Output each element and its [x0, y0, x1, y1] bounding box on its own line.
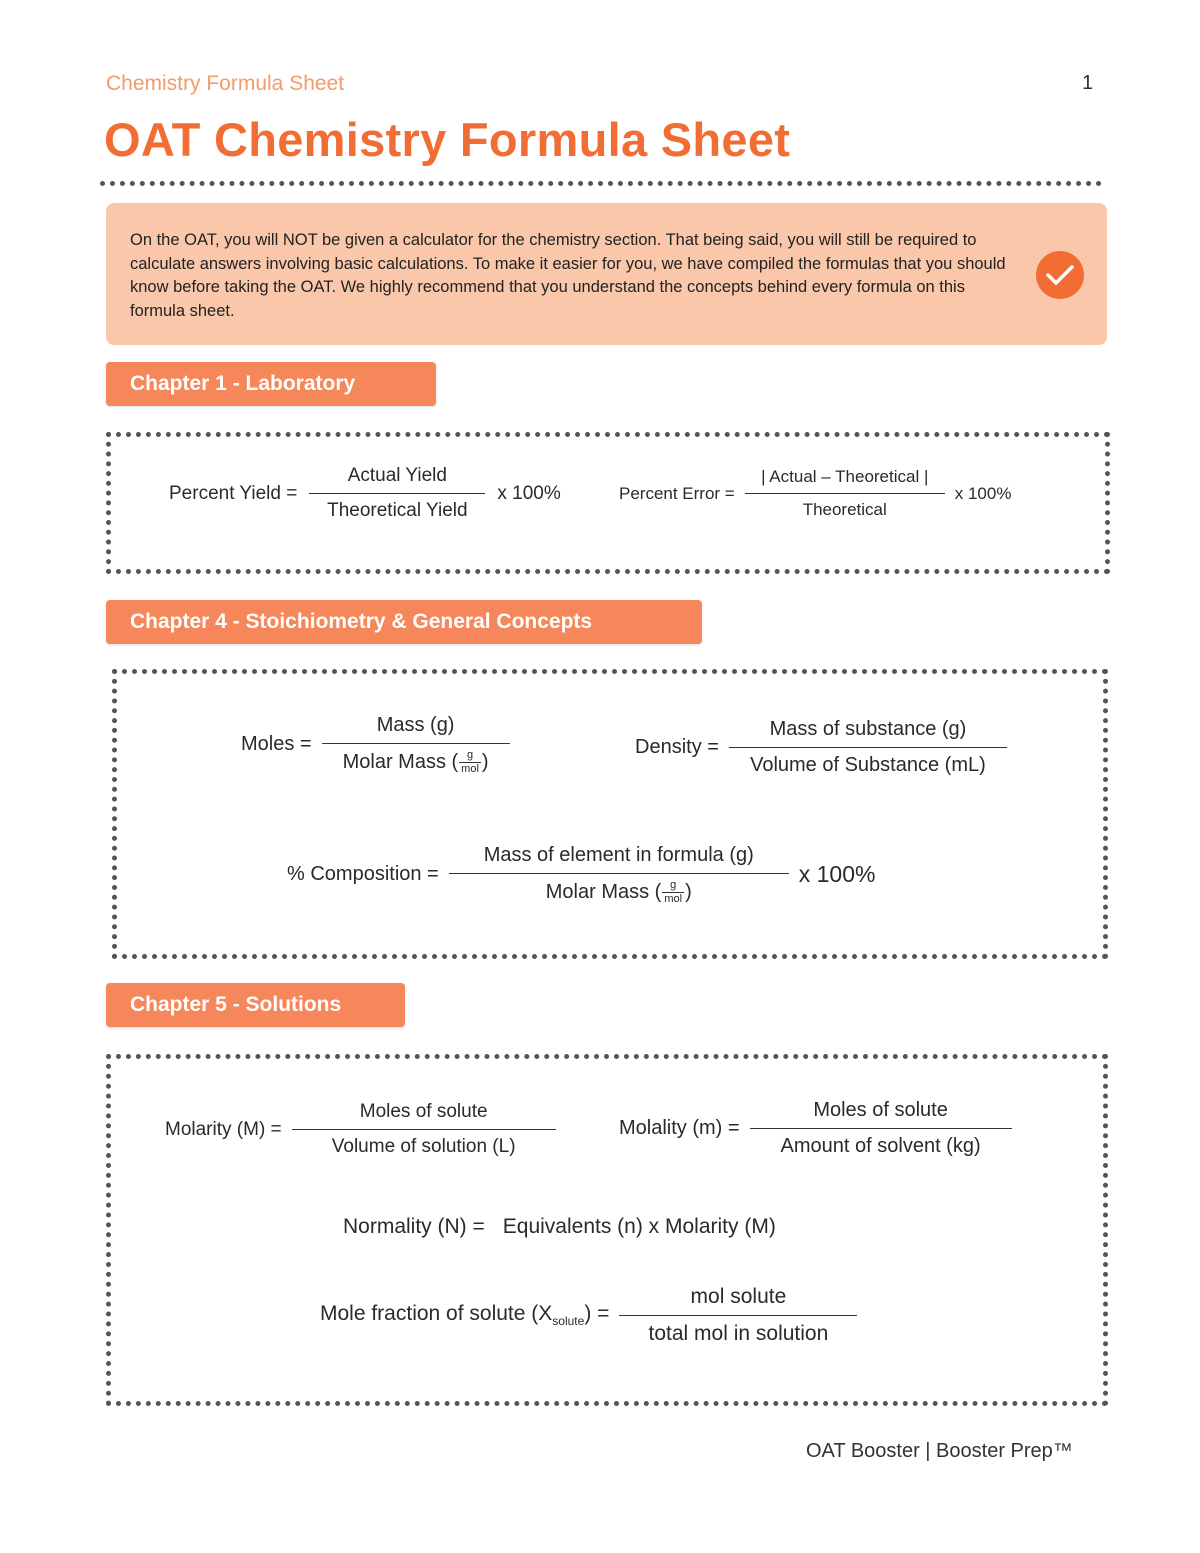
molality-label: Molality (m) = [619, 1117, 740, 1139]
percent-error-numerator: | Actual – Theoretical | [761, 467, 929, 486]
molarity-formula [165, 1101, 566, 1158]
moles-label: Moles = [241, 733, 312, 755]
grams-per-mole-unit: g mol [461, 749, 479, 775]
chapter-4-formula-box [112, 669, 1108, 959]
molality-formula [619, 1099, 1022, 1158]
mole-fraction-numerator: mol solute [690, 1285, 787, 1308]
percent-yield-numerator: Actual Yield [347, 465, 447, 486]
percent-composition-multiplier: x 100% [798, 861, 876, 887]
chapter-5-title: Chapter 5 - Solutions [130, 993, 342, 1016]
density-formula [635, 718, 1017, 777]
chapter-5-formula-box [106, 1054, 1108, 1406]
density-numerator: Mass of substance (g) [769, 718, 967, 740]
percent-error-multiplier: x 100% [954, 483, 1012, 503]
chapter-5-banner [106, 983, 405, 1027]
mole-fraction-denominator: total mol in solution [619, 1315, 857, 1346]
molarity-label: Molarity (M) = [165, 1118, 282, 1140]
moles-numerator: Mass (g) [376, 714, 455, 736]
intro-callout [106, 203, 1107, 345]
moles-fraction [322, 714, 510, 775]
page-title: OAT Chemistry Formula Sheet [104, 113, 791, 166]
title-divider [100, 181, 1102, 186]
density-label: Density = [635, 736, 719, 758]
normality-formula [343, 1215, 776, 1239]
percent-error-label: Percent Error = [619, 483, 735, 503]
percent-yield-fraction [307, 465, 487, 522]
moles-denominator: Molar Mass ( g mol ) [322, 743, 510, 775]
checkmark-icon [1036, 251, 1084, 299]
percent-yield-formula [169, 465, 561, 522]
molarity-numerator: Moles of solute [359, 1101, 488, 1122]
mole-fraction-formula [320, 1285, 867, 1346]
percent-composition-fraction [449, 844, 789, 905]
chapter-1-title: Chapter 1 - Laboratory [130, 372, 356, 395]
mole-fraction-fraction [619, 1285, 857, 1346]
mole-fraction-label: Mole fraction of solute $(X_{solute})$ = [320, 1302, 610, 1329]
molality-fraction [750, 1099, 1012, 1158]
percent-yield-denominator: Theoretical Yield [309, 493, 485, 522]
percent-yield-label: Percent Yield = [169, 482, 298, 504]
density-fraction [729, 718, 1007, 777]
chapter-1-banner [106, 362, 436, 406]
normality-expression: Equivalents (n) x Molarity (M) [502, 1215, 776, 1238]
percent-yield-multiplier: x 100% [497, 482, 561, 504]
running-title: Chemistry Formula Sheet [106, 72, 345, 95]
molarity-fraction [292, 1101, 556, 1158]
percent-composition-numerator: Mass of element in formula (g) [483, 844, 754, 866]
normality-label: Normality (N) = [343, 1215, 485, 1238]
solute-subscript: solute [552, 1314, 585, 1329]
moles-formula [241, 714, 520, 775]
chapter-1-formula-box [106, 432, 1110, 574]
percent-error-denominator: Theoretical [745, 493, 945, 520]
percent-composition-denominator: Molar Mass ( g mol ) [449, 873, 789, 905]
percent-composition-formula [287, 844, 875, 905]
chapter-4-banner [106, 600, 702, 644]
grams-per-mole-unit: g mol [664, 879, 683, 905]
density-denominator: Volume of Substance (mL) [729, 747, 1007, 777]
molarity-denominator: Volume of solution (L) [292, 1129, 556, 1158]
percent-composition-label: % Composition = [287, 863, 439, 885]
percent-error-formula [619, 467, 1011, 520]
molality-numerator: Moles of solute [813, 1099, 948, 1121]
page-footer: OAT Booster | Booster Prep™ [806, 1440, 1073, 1462]
percent-error-fraction [745, 467, 945, 520]
page-number: 1 [1082, 72, 1094, 94]
callout-text: On the OAT, you will NOT be given a calculator for the chemistry section. That being said, you will still be required to calculate answers involving basic calculations. To make it easier for you, we have compiled the formulas that you should know before taking the OAT. We highly recommend that you understand the concepts behind every formula on this formula sheet. [130, 231, 1006, 320]
molality-denominator: Amount of solvent (kg) [750, 1128, 1012, 1158]
chapter-4-title: Chapter 4 - Stoichiometry & General Concepts [130, 610, 593, 633]
